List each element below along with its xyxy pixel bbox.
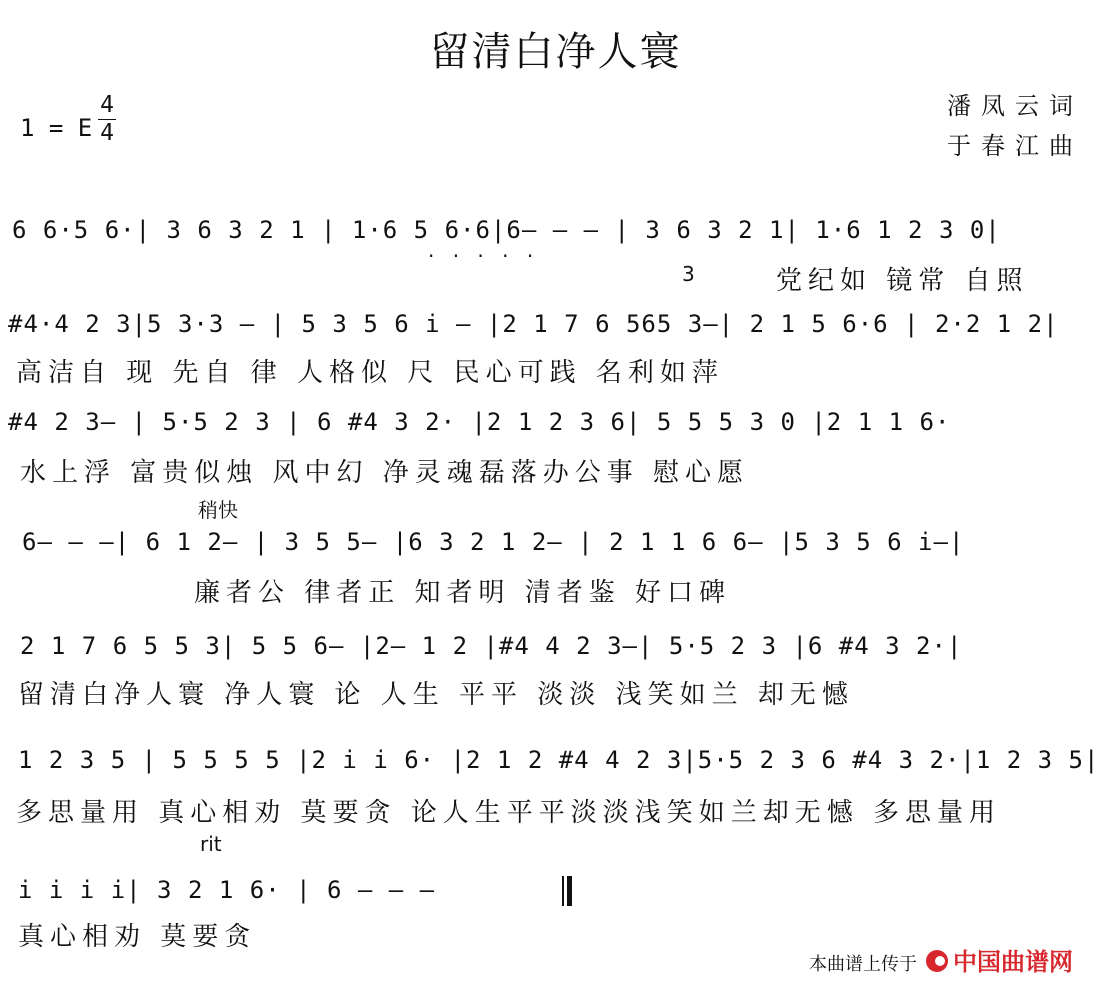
upload-note: 本曲谱上传于: [809, 954, 917, 975]
notation-line-2: #4·4 2 3|5 3·3 — | 5 3 5 6 i — |2 1 7 6 565 3—| 2 1 5 6·6 | 2·2 1 2|: [8, 310, 1059, 338]
notation-line-3: #4 2 3— | 5·5 2 3 | 6 #4 3 2· |2 1 2 3 6| 5 5 5 3 0 |2 1 1 6·: [8, 408, 951, 436]
lyrics-line-6: 多思量用 真心相劝 莫要贪 论人生平平淡淡浅笑如兰却无憾 多思量用: [16, 798, 1002, 828]
ritardando-mark: rit: [200, 832, 222, 856]
key-signature: 1 = E: [20, 114, 93, 142]
lyrics-line-5: 留清白净人寰 净人寰 论 人生 平平 淡淡 浅笑如兰 却无憾: [18, 680, 854, 710]
meter-top: 4: [100, 92, 114, 118]
tempo-faster-mark: 稍快: [198, 498, 238, 522]
site-logo[interactable]: [923, 944, 1083, 978]
lyrics-line-1: 党纪如 镜常 自照: [776, 266, 1029, 296]
notation-line-6: 1 2 3 5 | 5 5 5 5 |2 i i 6· |2 1 2 #4 4 2 3|5·5 2 3 6 #4 3 2·|1 2 3 5|: [18, 746, 1100, 774]
lyrics-line-3: 水上浮 富贵似烛 风中幻 净灵魂磊落办公事 慰心愿: [20, 458, 750, 488]
lyricist-credit: 潘凤云词: [947, 92, 1083, 120]
time-signature: [98, 92, 116, 147]
composer-credit: 于春江曲: [947, 132, 1083, 160]
lyrics-line-7: 真心相劝 莫要贪: [18, 922, 257, 952]
notation-line-1: 6 6·5 6·| 3 6 3 2 1 | 1·6 5 6·6|6— — — | 3 6 3 2 1| 1·6 1 2 3 0|: [12, 216, 1001, 244]
final-barline: [562, 876, 572, 906]
page-title: 留清白净人寰: [429, 29, 682, 75]
notation-line-5: 2 1 7 6 5 5 3| 5 5 6— |2— 1 2 |#4 4 2 3—| 5·5 2 3 |6 #4 3 2·|: [20, 632, 963, 660]
low-octave-dots-1: · · · · ·: [428, 244, 540, 268]
lyrics-line-2: 高洁自 现 先自 律 人格似 尺 民心可践 名利如萍: [16, 358, 724, 388]
notation-line-7: i i i i| 3 2 1 6· | 6 — — —: [18, 876, 436, 904]
triplet-mark: 3: [682, 262, 695, 286]
logo-text: 中国曲谱网: [953, 949, 1073, 976]
lyrics-line-4: 廉者公 律者正 知者明 清者鉴 好口碑: [194, 578, 732, 608]
notation-line-4: 6— — —| 6 1 2— | 3 5 5— |6 3 2 1 2— | 2 1 1 6 6— |5 3 5 6 i—|: [22, 528, 965, 556]
meter-bottom: 4: [100, 120, 114, 146]
